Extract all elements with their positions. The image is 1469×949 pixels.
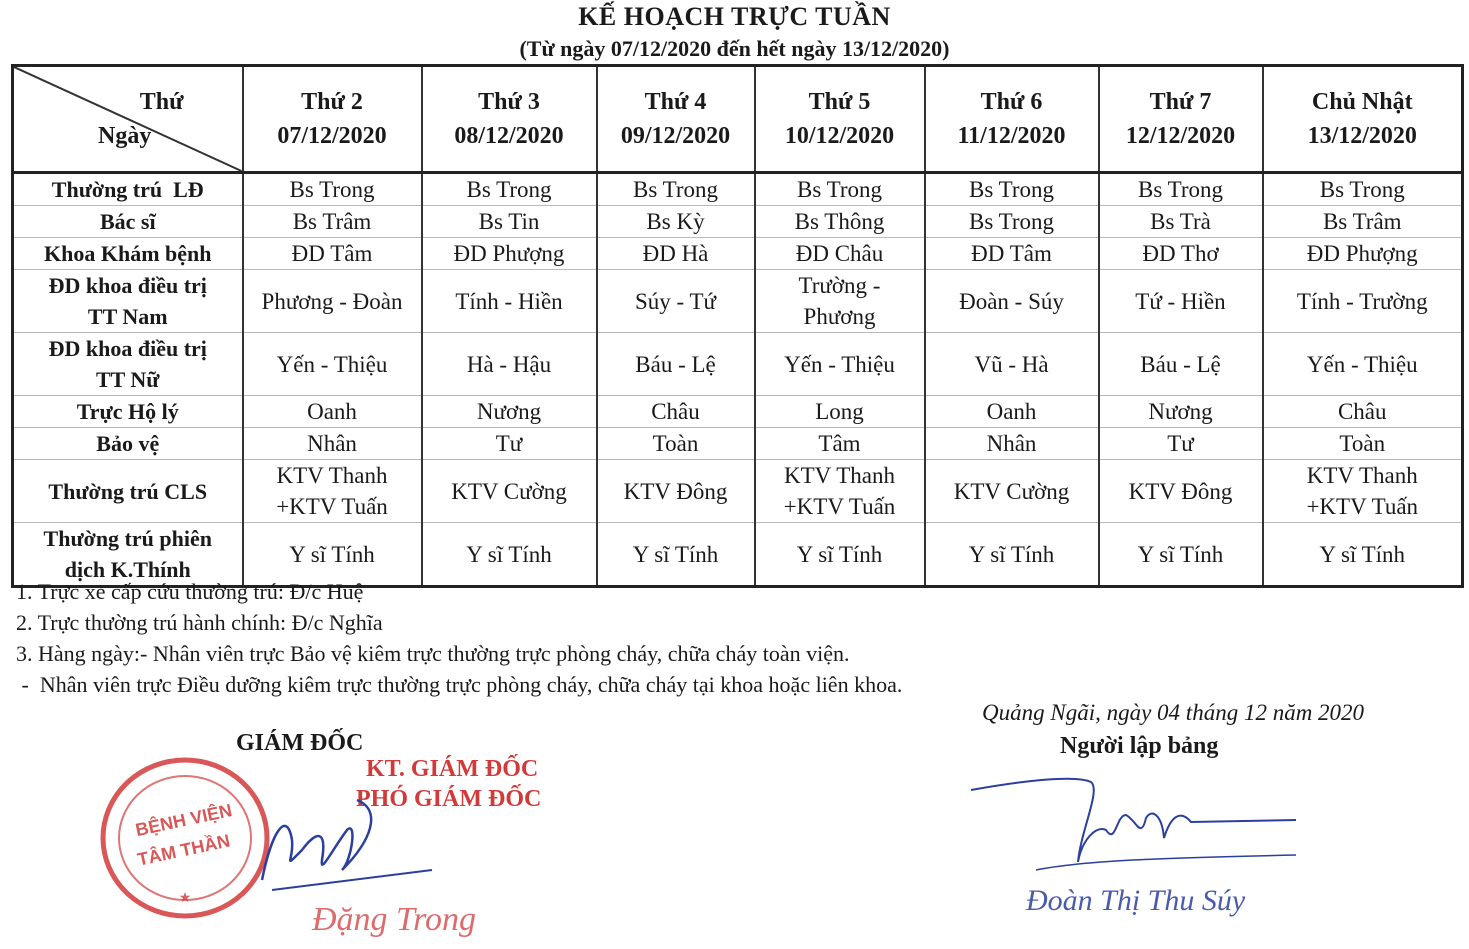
duty-name: Y sĩ Tính xyxy=(289,541,375,567)
director-name: Đặng Trong xyxy=(312,901,477,938)
duty-cell xyxy=(597,270,755,333)
duty-cell xyxy=(1263,206,1463,238)
duty-name: KTV Cường xyxy=(953,478,1070,504)
duty-name: KTV Đông xyxy=(1128,478,1233,504)
note-line: 1. Trực xe cấp cứu thường trú: Đ/c Huệ xyxy=(16,579,364,604)
row-label-line: Khoa Khám bệnh xyxy=(44,241,212,266)
acting-director-line: KT. GIÁM ĐỐC xyxy=(366,756,539,782)
duty-name: ĐD Thơ xyxy=(1142,241,1219,266)
duty-name: Y sĩ Tính xyxy=(968,541,1055,567)
day-date: 10/12/2020 xyxy=(784,123,895,149)
duty-cell xyxy=(243,206,422,238)
row-label-line: Thường trú phiên xyxy=(43,526,212,551)
svg-text:TÂM THẦN: TÂM THẦN xyxy=(135,830,232,870)
schedule-row xyxy=(13,270,1463,333)
note-line: 3. Hàng ngày:- Nhân viên trực Bảo vệ kiêm trực thường trực phòng cháy, chữa cháy toàn viện. xyxy=(16,641,850,666)
duty-cell xyxy=(243,428,422,460)
note-line: 2. Trực thường trú hành chính: Đ/c Nghĩa xyxy=(16,610,383,635)
duty-name: Nhân xyxy=(986,431,1037,456)
duty-name: KTV Đông xyxy=(623,478,728,504)
duty-name: Phương - Đoàn xyxy=(261,288,403,314)
duty-cell xyxy=(925,173,1099,206)
duty-cell xyxy=(1263,523,1463,587)
duty-cell xyxy=(1263,460,1463,523)
duty-cell xyxy=(925,523,1099,587)
duty-cell xyxy=(243,396,422,428)
duty-cell xyxy=(755,428,925,460)
duty-cell xyxy=(1263,173,1463,206)
row-label xyxy=(13,333,243,396)
day-header xyxy=(243,66,422,173)
day-date: 09/12/2020 xyxy=(620,123,731,149)
duty-name: Bs Kỳ xyxy=(646,209,705,234)
preparer-title: Người lập bảng xyxy=(1060,733,1219,759)
duty-cell xyxy=(597,238,755,270)
duty-cell xyxy=(925,333,1099,396)
duty-cell xyxy=(1099,428,1263,460)
row-label xyxy=(13,173,243,206)
day-name: Thứ 3 xyxy=(478,89,540,115)
place-date: Quảng Ngãi, ngày 04 tháng 12 năm 2020 xyxy=(982,700,1365,725)
duty-cell xyxy=(1263,270,1463,333)
day-name: Thứ 4 xyxy=(644,89,707,115)
duty-cell xyxy=(925,270,1099,333)
duty-cell xyxy=(422,270,597,333)
duty-cell xyxy=(755,206,925,238)
duty-name: Toàn xyxy=(1339,431,1386,456)
duty-name: Yến - Thiệu xyxy=(784,351,895,377)
day-date: 11/12/2020 xyxy=(957,123,1066,149)
row-label xyxy=(13,428,243,460)
schedule-row xyxy=(13,428,1463,460)
svg-text:BỆNH VIỆN: BỆNH VIỆN xyxy=(133,800,234,841)
deputy-director-line: PHÓ GIÁM ĐỐC xyxy=(356,786,542,812)
duty-cell xyxy=(755,396,925,428)
duty-name: Y sĩ Tính xyxy=(466,541,552,567)
duty-cell xyxy=(1263,428,1463,460)
duty-name: Y sĩ Tính xyxy=(796,541,883,567)
duty-name: ĐD Châu xyxy=(795,241,884,266)
duty-cell xyxy=(243,238,422,270)
duty-name: Bs Trâm xyxy=(1322,209,1402,234)
day-header xyxy=(1099,66,1263,173)
preparer-signature xyxy=(966,770,1306,930)
duty-name: Bs Trong xyxy=(1319,177,1405,202)
duty-cell xyxy=(925,238,1099,270)
duty-name: Tính - Trường xyxy=(1296,288,1428,314)
duty-name: Oanh xyxy=(307,399,357,424)
row-label xyxy=(13,270,243,333)
duty-cell xyxy=(925,206,1099,238)
duty-name: Bs Trà xyxy=(1150,209,1211,234)
duty-cell xyxy=(243,333,422,396)
document-subtitle: (Từ ngày 07/12/2020 đến hết ngày 13/12/2020) xyxy=(519,36,950,61)
row-label-line: Bác sĩ xyxy=(99,209,156,234)
duty-name: +KTV Tuấn xyxy=(276,494,388,519)
duty-name: ĐD Hà xyxy=(642,241,709,266)
schedule-row xyxy=(13,173,1463,206)
row-label-line: TT Nữ xyxy=(95,367,160,392)
corner-top-label: Thứ xyxy=(139,89,184,115)
duty-cell xyxy=(755,173,925,206)
duty-cell xyxy=(597,396,755,428)
duty-name: Y sĩ Tính xyxy=(1137,541,1224,567)
duty-name: Báu - Lệ xyxy=(1140,351,1221,377)
duty-name: +KTV Tuấn xyxy=(1306,494,1419,519)
corner-bottom-label: Ngày xyxy=(98,123,152,149)
row-label-line: dịch K.Thính xyxy=(64,557,191,582)
duty-cell xyxy=(422,173,597,206)
duty-cell xyxy=(1099,460,1263,523)
duty-name: Nhân xyxy=(307,431,357,456)
duty-cell xyxy=(1099,206,1263,238)
day-name: Chủ Nhật xyxy=(1311,89,1413,115)
preparer-name: Đoàn Thị Thu Súy xyxy=(1026,884,1246,917)
duty-name: Oanh xyxy=(986,399,1037,424)
duty-cell xyxy=(597,460,755,523)
duty-name: Vũ - Hà xyxy=(974,351,1049,377)
duty-cell xyxy=(597,206,755,238)
duty-cell xyxy=(755,460,925,523)
duty-name: ĐD Phượng xyxy=(1306,241,1418,266)
corner-header xyxy=(13,66,243,173)
duty-name: Bs Trong xyxy=(466,177,552,202)
duty-name: Bs Trong xyxy=(796,177,883,202)
day-name: Thứ 7 xyxy=(1149,89,1212,115)
row-label-line: Thường trú CLS xyxy=(48,478,208,504)
schedule-table xyxy=(11,64,1464,588)
duty-name: Tư xyxy=(1167,431,1194,456)
duty-name: KTV Thanh xyxy=(1306,463,1418,488)
duty-name: Toàn xyxy=(652,431,699,456)
document-title: KẾ HOẠCH TRỰC TUẦN xyxy=(578,2,891,31)
duty-name: Trường - xyxy=(798,273,881,298)
duty-name: KTV Thanh xyxy=(784,463,895,488)
duty-name: Nương xyxy=(476,399,542,424)
duty-cell xyxy=(1099,173,1263,206)
duty-name: Châu xyxy=(651,399,700,424)
duty-name: Bs Tin xyxy=(478,209,540,234)
duty-cell xyxy=(243,270,422,333)
duty-cell xyxy=(243,173,422,206)
duty-cell xyxy=(422,206,597,238)
day-name: Thứ 6 xyxy=(980,89,1043,115)
duty-name: ĐD Phượng xyxy=(453,241,565,266)
director-title: GIÁM ĐỐC xyxy=(236,730,364,756)
duty-cell xyxy=(1263,333,1463,396)
day-date: 13/12/2020 xyxy=(1307,123,1417,149)
duty-name: Phương xyxy=(803,304,876,329)
duty-name: Long xyxy=(815,399,864,424)
duty-cell xyxy=(1099,333,1263,396)
schedule-row xyxy=(13,333,1463,396)
row-label-line: TT Nam xyxy=(87,304,168,329)
day-header xyxy=(1263,66,1463,173)
duty-name: +KTV Tuấn xyxy=(783,494,896,519)
duty-cell xyxy=(422,428,597,460)
duty-name: Y sĩ Tính xyxy=(632,541,719,567)
duty-name: Hà - Hậu xyxy=(466,351,552,377)
duty-cell xyxy=(755,270,925,333)
schedule-body xyxy=(13,173,1463,587)
row-label-line: Thường trú LĐ xyxy=(51,177,204,202)
duty-name: Bs Trâm xyxy=(292,209,372,234)
duty-cell xyxy=(1099,238,1263,270)
duty-cell xyxy=(755,333,925,396)
row-label xyxy=(13,238,243,270)
duty-name: Bs Trong xyxy=(1137,177,1224,202)
duty-cell xyxy=(925,428,1099,460)
schedule-row xyxy=(13,396,1463,428)
notes-list xyxy=(16,576,902,700)
duty-cell xyxy=(925,396,1099,428)
day-header xyxy=(755,66,925,173)
schedule-row xyxy=(13,238,1463,270)
duty-cell xyxy=(597,173,755,206)
duty-name: Châu xyxy=(1337,399,1387,424)
duty-cell xyxy=(597,428,755,460)
row-label xyxy=(13,206,243,238)
duty-cell xyxy=(422,238,597,270)
duty-name: Y sĩ Tính xyxy=(1319,541,1406,567)
day-header xyxy=(597,66,755,173)
duty-name: KTV Thanh xyxy=(276,463,388,488)
director-signature xyxy=(232,770,532,945)
duty-cell xyxy=(925,460,1099,523)
row-label-line: Bảo vệ xyxy=(96,431,160,456)
duty-name: Báu - Lệ xyxy=(635,351,716,377)
duty-name: Bs Trong xyxy=(968,177,1055,202)
day-date: 07/12/2020 xyxy=(277,123,387,149)
day-date: 12/12/2020 xyxy=(1125,123,1236,149)
duty-cell xyxy=(755,238,925,270)
schedule-row xyxy=(13,206,1463,238)
svg-text:★: ★ xyxy=(178,891,192,906)
duty-name: Bs Thông xyxy=(794,209,885,234)
day-date: 08/12/2020 xyxy=(454,123,564,149)
note-line: - Nhân viên trực Điều dưỡng kiêm trực thường trực phòng cháy, chữa cháy tại khoa hoặc liên khoa. xyxy=(16,672,903,697)
duty-cell xyxy=(243,460,422,523)
duty-cell xyxy=(422,460,597,523)
duty-cell xyxy=(1099,396,1263,428)
duty-name: Súy - Tứ xyxy=(634,288,717,314)
duty-name: Tính - Hiền xyxy=(455,288,563,314)
duty-cell xyxy=(422,333,597,396)
duty-name: Yến - Thiệu xyxy=(276,351,388,377)
day-name: Thứ 5 xyxy=(808,89,871,115)
row-label-line: ĐD khoa điều trị xyxy=(48,273,207,298)
duty-name: Tâm xyxy=(818,431,861,456)
duty-name: Nương xyxy=(1148,399,1213,424)
row-label-line: ĐD khoa điều trị xyxy=(48,336,207,361)
duty-cell xyxy=(1099,523,1263,587)
header-row xyxy=(13,66,1463,173)
row-label-line: Trực Hộ lý xyxy=(76,399,179,424)
duty-name: Tư xyxy=(495,431,523,456)
duty-cell xyxy=(1263,396,1463,428)
day-header xyxy=(422,66,597,173)
duty-name: Đoàn - Súy xyxy=(959,288,1064,314)
duty-name: Bs Trong xyxy=(632,177,719,202)
duty-name: KTV Cường xyxy=(451,478,567,504)
row-label xyxy=(13,460,243,523)
duty-name: ĐD Tâm xyxy=(971,241,1052,266)
duty-cell xyxy=(597,333,755,396)
duty-cell xyxy=(422,396,597,428)
duty-name: Yến - Thiệu xyxy=(1306,351,1418,377)
duty-name: ĐD Tâm xyxy=(291,241,373,266)
schedule-row xyxy=(13,460,1463,523)
duty-cell xyxy=(1263,238,1463,270)
duty-name: Bs Trong xyxy=(968,209,1055,234)
day-name: Thứ 2 xyxy=(301,89,363,115)
day-header xyxy=(925,66,1099,173)
duty-cell xyxy=(1099,270,1263,333)
duty-name: Bs Trong xyxy=(289,177,375,202)
row-label xyxy=(13,396,243,428)
duty-name: Tứ - Hiền xyxy=(1135,288,1226,314)
